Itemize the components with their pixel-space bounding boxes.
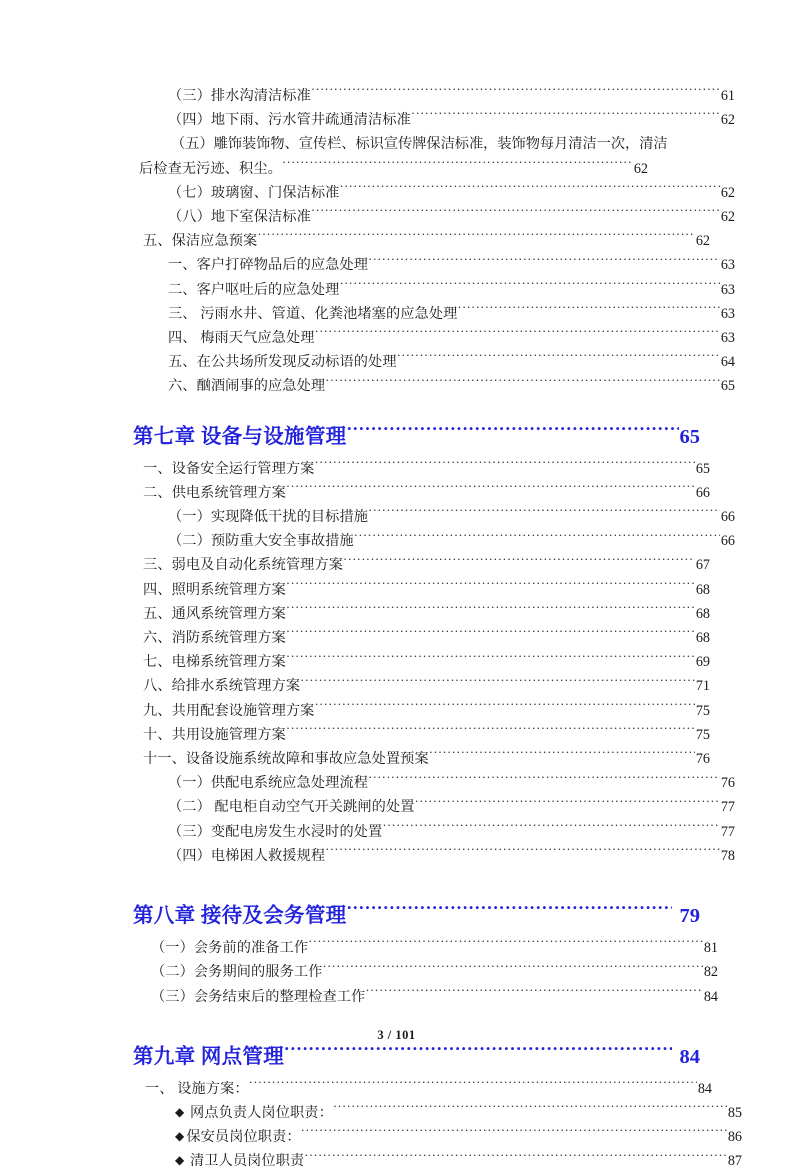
chapter-8-title: 第八章 接待及会务管理: [133, 905, 347, 928]
toc-entry[interactable]: [113, 326, 735, 350]
toc-entry-title: 九、共用配套设施管理方案: [143, 702, 315, 719]
toc-entry-title: （七）玻璃窗、门保洁标准: [168, 184, 340, 201]
toc-entry-page: 75: [695, 726, 710, 743]
dot-leader: [286, 628, 695, 642]
dot-leader: [315, 328, 720, 342]
dot-leader: [369, 507, 721, 521]
toc-entry-page: 63: [720, 330, 735, 347]
toc-entry-page: 77: [720, 823, 735, 840]
chapter-9-title: 第九章 网点管理: [133, 1045, 285, 1068]
toc-entry-title: （一）实现降低干扰的目标措施: [168, 509, 369, 526]
toc-entry-title: （一）会务前的准备工作: [151, 940, 309, 957]
toc-entry[interactable]: [113, 650, 710, 674]
toc-entry[interactable]: [113, 960, 718, 984]
toc-entry-title: 十一、设备设施系统故障和事故应急处置预案: [143, 751, 429, 768]
toc-entry-page: 62: [695, 233, 710, 250]
toc-entry[interactable]: [113, 553, 710, 577]
toc-entry-page: 76: [695, 751, 710, 768]
toc-entry-title: 五、通风系统管理方案: [143, 605, 286, 622]
dot-leader: [369, 773, 721, 787]
dot-leader: [309, 938, 704, 952]
diamond-bullet-icon: ◆: [175, 1153, 185, 1168]
toc-entry-title: （二）会务期间的服务工作: [151, 964, 323, 981]
toc-entry-page: 71: [695, 678, 710, 695]
chapter-heading-8[interactable]: [113, 900, 700, 932]
toc-entry-page: 68: [695, 630, 710, 647]
toc-entry-label: 清卫人员岗位职责: [186, 1153, 305, 1170]
toc-entry-title: [175, 1125, 301, 1149]
toc-entry[interactable]: [113, 1077, 712, 1101]
toc-entry[interactable]: [113, 1125, 742, 1149]
chapter-9-page: 84: [679, 1045, 700, 1068]
toc-entry-page: 68: [695, 605, 710, 622]
toc-entry[interactable]: [113, 374, 735, 398]
toc-entry-title: 一、设备安全运行管理方案: [143, 460, 315, 477]
toc-entry[interactable]: [113, 108, 735, 132]
toc-entry[interactable]: [113, 181, 735, 205]
toc-entry[interactable]: [113, 505, 735, 529]
dot-leader: [326, 846, 721, 860]
toc-entry[interactable]: [113, 820, 735, 844]
spacer: [113, 399, 680, 421]
dot-leader: [282, 158, 633, 172]
dot-leader: [340, 279, 720, 293]
dot-leader: [286, 604, 695, 618]
toc-entry-title: （一）供配电系统应急处理流程: [168, 775, 369, 792]
toc-entry-page: 69: [695, 654, 710, 671]
toc-entry[interactable]: [113, 1149, 742, 1173]
dot-leader: [333, 1103, 727, 1117]
toc-entry[interactable]: [113, 747, 710, 771]
toc-entry-page: 63: [720, 257, 735, 274]
toc-entry[interactable]: [113, 84, 735, 108]
toc-entry-title: 三、 污雨水井、管道、化粪池堵塞的应急处理: [168, 305, 458, 322]
toc-entry[interactable]: [113, 205, 735, 229]
toc-entry[interactable]: [113, 795, 735, 819]
toc-entry-page: 62: [720, 112, 735, 129]
dot-leader: [458, 304, 720, 318]
toc-entry[interactable]: [113, 626, 710, 650]
toc-entry-page: 82: [703, 964, 718, 981]
toc-entry-page: 81: [703, 940, 718, 957]
toc-entry-title: 四、 梅雨天气应急处理: [168, 330, 315, 347]
toc-entry-title: （三）会务结束后的整理检查工作: [151, 988, 366, 1005]
dot-leader: [311, 207, 720, 221]
diamond-bullet-icon: ◆: [175, 1129, 185, 1144]
chapter-heading-9[interactable]: [113, 1041, 700, 1073]
dot-leader: [344, 555, 696, 569]
toc-entry[interactable]: [113, 253, 735, 277]
toc-entry-title-line1: （五）雕饰装饰物、宣传栏、标识宣传牌保洁标准，装饰物每月清洁一次，清洁: [171, 136, 668, 153]
dot-leader: [285, 1042, 672, 1063]
dot-leader: [411, 110, 720, 124]
dot-leader: [323, 962, 703, 976]
toc-entry-title: 二、供电系统管理方案: [143, 484, 286, 501]
toc-entry-title: 六、消防系统管理方案: [143, 630, 286, 647]
toc-entry[interactable]: [113, 985, 718, 1009]
toc-entry-page: 84: [697, 1080, 712, 1097]
toc-entry-title: 七、电梯系统管理方案: [143, 654, 286, 671]
toc-entry-multiline[interactable]: [113, 132, 680, 180]
toc-entry[interactable]: [113, 278, 735, 302]
toc-entry-title: （三）变配电房发生水浸时的处置: [168, 823, 383, 840]
chapter-heading-7[interactable]: [113, 421, 700, 453]
dot-leader: [301, 1127, 727, 1141]
toc-entry-title: （二） 配电柜自动空气开关跳闸的处置: [168, 799, 415, 816]
toc-entry-page: 85: [727, 1104, 742, 1121]
dot-leader: [315, 458, 695, 472]
toc-section-leading: [113, 84, 735, 399]
toc-entry-title: 五、在公共场所发现反动标语的处理: [168, 354, 397, 371]
toc-entry-title: [175, 1101, 333, 1125]
toc-entry-label: 保安员岗位职责：: [186, 1129, 301, 1146]
toc-entry-page: 66: [695, 484, 710, 501]
toc-entry-title: 八、给排水系统管理方案: [143, 678, 301, 695]
dot-leader: [286, 652, 695, 666]
toc-entry-title: 十、共用设施管理方案: [143, 726, 286, 743]
dot-leader: [429, 749, 695, 763]
dot-leader: [340, 183, 720, 197]
toc-section-chapter-8: [113, 936, 718, 1009]
toc-entry-page: 86: [727, 1129, 742, 1146]
spacer: [113, 868, 680, 890]
toc-entry-page: 62: [633, 160, 648, 177]
toc-entry-page: 67: [695, 557, 710, 574]
dot-leader: [347, 902, 672, 923]
toc-entry-page: 87: [727, 1153, 742, 1170]
dot-leader: [258, 231, 696, 245]
toc-entry[interactable]: [113, 578, 710, 602]
toc-entry[interactable]: [113, 771, 735, 795]
toc-entry-page: 66: [720, 509, 735, 526]
toc-entry-title: 三、弱电及自动化系统管理方案: [143, 557, 344, 574]
toc-entry[interactable]: [113, 602, 710, 626]
toc-entry-title-line2: 后检查无污迹、积尘。: [139, 160, 282, 177]
toc-entry-title: [175, 1149, 304, 1173]
toc-entry-page: 65: [695, 460, 710, 477]
dot-leader: [415, 797, 720, 811]
toc-entry-title: 五、保洁应急预案: [143, 233, 258, 250]
toc-entry-title: 六、酗酒闹事的应急处理: [168, 378, 326, 395]
dot-leader: [301, 676, 696, 690]
toc-entry-page: 65: [720, 378, 735, 395]
toc-entry[interactable]: [113, 674, 710, 698]
toc-entry-page: 84: [703, 988, 718, 1005]
dot-leader: [326, 376, 721, 390]
toc-entry[interactable]: [113, 350, 735, 374]
toc-entry[interactable]: [113, 481, 710, 505]
toc-entry[interactable]: [113, 936, 718, 960]
toc-entry[interactable]: [113, 529, 735, 553]
toc-entry-title: 二、客户呕吐后的应急处理: [168, 281, 340, 298]
dot-leader: [311, 86, 720, 100]
dot-leader: [347, 422, 679, 443]
toc-entry[interactable]: [113, 302, 735, 326]
chapter-7-page: 65: [679, 425, 700, 448]
toc-entry[interactable]: [113, 844, 735, 868]
toc-entry-title: 一、客户打碎物品后的应急处理: [168, 257, 369, 274]
toc-entry-page: 66: [720, 533, 735, 550]
toc-entry-title: 一、 设施方案：: [145, 1080, 249, 1097]
toc-entry[interactable]: [113, 723, 710, 747]
toc-entry-title: （四）地下雨、污水管井疏通清洁标准: [168, 112, 411, 129]
toc-entry[interactable]: [113, 699, 710, 723]
dot-leader: [286, 725, 695, 739]
toc-entry[interactable]: [113, 229, 710, 253]
toc-entry-page: 68: [695, 581, 710, 598]
toc-entry-page: 75: [695, 702, 710, 719]
dot-leader: [249, 1079, 697, 1093]
toc-entry-page: 63: [720, 305, 735, 322]
toc-entry-title: （四）电梯困人救援规程: [168, 847, 326, 864]
toc-section-chapter-9: [113, 1077, 742, 1174]
dot-leader: [286, 483, 695, 497]
toc-entry-page: 61: [720, 88, 735, 104]
dot-leader: [315, 700, 695, 714]
dot-leader: [383, 822, 720, 836]
toc-entry[interactable]: [113, 1101, 742, 1125]
chapter-7-title: 第七章 设备与设施管理: [133, 425, 347, 448]
toc-entry[interactable]: [113, 457, 710, 481]
toc-entry-page: 64: [720, 354, 735, 371]
toc-entry-page: 63: [720, 281, 735, 298]
toc-entry-page: 78: [720, 847, 735, 864]
diamond-bullet-icon: ◆: [175, 1104, 185, 1119]
dot-leader: [286, 579, 695, 593]
dot-leader: [366, 986, 703, 1000]
page-footer: 3 / 101: [377, 1028, 416, 1042]
toc-entry-page: 62: [720, 184, 735, 201]
toc-entry-title: （八）地下室保洁标准: [168, 209, 311, 226]
toc-entry-page: 77: [720, 799, 735, 816]
toc-section-chapter-7: [113, 457, 735, 868]
toc-entry-page: 76: [720, 775, 735, 792]
dot-leader: [397, 352, 720, 366]
chapter-8-page: 79: [679, 905, 700, 928]
toc-entry-label: 网点负责人岗位职责：: [186, 1104, 333, 1121]
toc-entry-title: 四、照明系统管理方案: [143, 581, 286, 598]
dot-leader: [369, 255, 721, 269]
dot-leader: [354, 531, 720, 545]
spacer: [113, 890, 680, 900]
toc-entry-title: （二）预防重大安全事故措施: [168, 533, 354, 550]
toc-entry-title: （三）排水沟清洁标准: [168, 88, 311, 104]
toc-entry-line2: [139, 157, 648, 181]
toc-entry-page: 62: [720, 209, 735, 226]
dot-leader: [305, 1151, 728, 1165]
